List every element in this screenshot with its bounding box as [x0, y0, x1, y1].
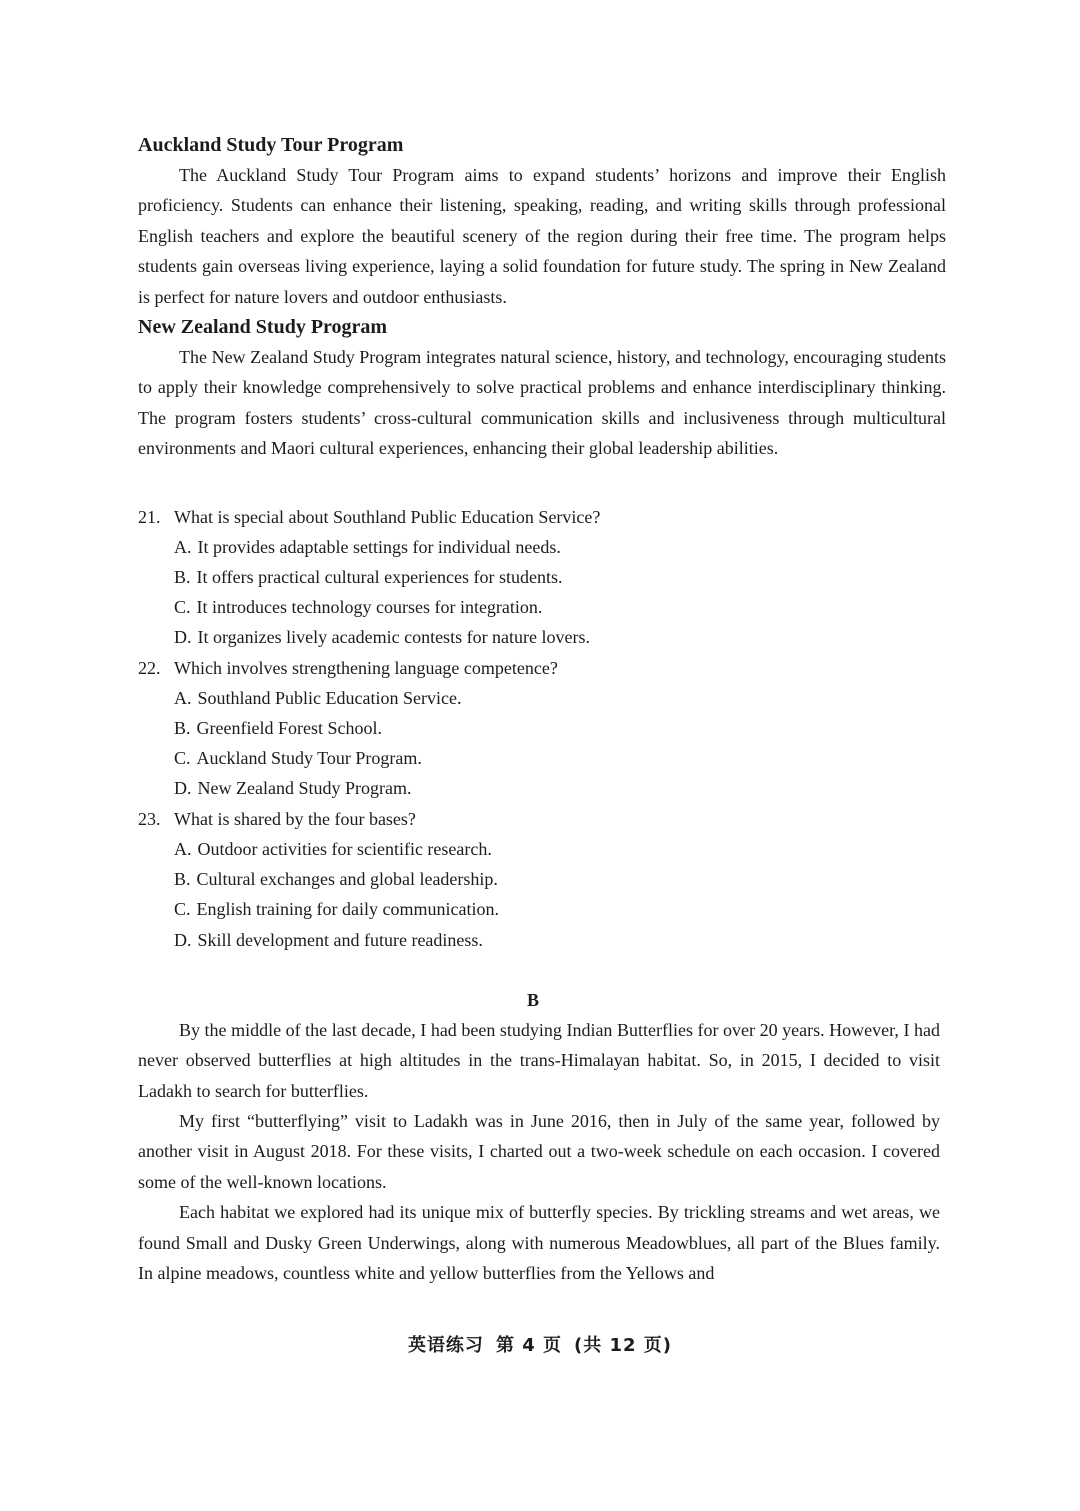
- option-d: [174, 773, 946, 803]
- option-c: [174, 592, 946, 622]
- option-text: Cultural exchanges and global leadership.: [196, 869, 498, 890]
- option-letter: D.: [174, 627, 192, 648]
- passage-b-paragraph-1: By the middle of the last decade, I had been studying Indian Butterflies for over 20 years. However, I had never observed butterflies at high altitudes in the trans-Himalayan habitat. So, in 2015, I decided to visit Ladakh to search for butterflies.: [138, 1019, 940, 1101]
- option-a: [174, 532, 946, 562]
- auckland-title: Auckland Study Tour Program: [138, 134, 404, 156]
- option-d: [174, 925, 946, 955]
- auckland-body: The Auckland Study Tour Program aims to expand students’ horizons and improve their English proficiency. Students can enhance their listening, speaking, reading, and writing skills through professional English teachers and explore the beautiful scenery of the region during their free time. The program helps students gain overseas living experience, laying a solid foundation for future study. The spring in New Zealand is perfect for nature lovers and outdoor enthusiasts.: [138, 165, 946, 307]
- question: [138, 804, 946, 834]
- question-number: 21.: [138, 506, 161, 527]
- question: [138, 653, 946, 683]
- option-text: Auckland Study Tour Program.: [196, 748, 422, 769]
- option-letter: A.: [174, 536, 192, 557]
- exam-page: [138, 130, 946, 1288]
- option-a: [174, 834, 946, 864]
- footer-page-total: (共 12 页): [574, 1335, 673, 1356]
- passage-b-paragraph-2: My first “butterflying” visit to Ladakh was in June 2016, then in July of the same year, followed by another visit in August 2018. For these visits, I charted out a two-week schedule on each occasion. I covered some of the well-known locations.: [138, 1110, 940, 1192]
- option-letter: A.: [174, 838, 192, 859]
- option-text: Southland Public Education Service.: [197, 687, 462, 708]
- option-text: It offers practical cultural experiences for students.: [196, 567, 563, 588]
- question-text: Which involves strengthening language competence?: [174, 657, 558, 678]
- option-text: Outdoor activities for scientific research.: [197, 838, 492, 859]
- option-b: [174, 562, 946, 592]
- footer-page-number: 第 4 页: [495, 1335, 562, 1356]
- page-footer: [0, 1333, 1080, 1359]
- option-c: [174, 743, 946, 773]
- option-b: [174, 864, 946, 894]
- option-text: New Zealand Study Program.: [197, 778, 412, 799]
- question: [138, 502, 946, 532]
- option-letter: B.: [174, 869, 191, 890]
- question-block-23: [138, 804, 946, 955]
- passage-b-paragraph-3: Each habitat we explored had its unique mix of butterfly species. By trickling streams and wet areas, we found Small and Dusky Green Underwings, along with numerous Meadowblues, all part of the Blues family. In alpine meadows, countless white and yellow butterflies from the Yellows and: [138, 1202, 940, 1283]
- question-number: 23.: [138, 808, 161, 829]
- passage-b: [138, 1015, 946, 1289]
- option-text: It introduces technology courses for integration.: [196, 597, 543, 618]
- option-c: [174, 894, 946, 924]
- option-text: English training for daily communication.: [196, 899, 499, 920]
- option-d: [174, 622, 946, 652]
- spacer: [138, 464, 946, 502]
- option-text: It provides adaptable settings for individual needs.: [197, 536, 561, 557]
- question-block-22: [138, 653, 946, 804]
- option-letter: B.: [174, 567, 191, 588]
- option-a: [174, 683, 946, 713]
- option-letter: B.: [174, 718, 191, 739]
- option-b: [174, 713, 946, 743]
- option-text: It organizes lively academic contests for nature lovers.: [197, 627, 591, 648]
- option-letter: C.: [174, 597, 191, 618]
- passage-b-label: B: [526, 989, 539, 1010]
- option-letter: A.: [174, 687, 192, 708]
- question-text: What is shared by the four bases?: [174, 808, 416, 829]
- question-text: What is special about Southland Public Education Service?: [174, 506, 601, 527]
- option-letter: C.: [174, 899, 191, 920]
- new-zealand-title: New Zealand Study Program: [138, 316, 388, 339]
- question-number: 22.: [138, 657, 161, 678]
- option-letter: C.: [174, 748, 191, 769]
- question-block-21: [138, 502, 946, 653]
- option-text: Skill development and future readiness.: [197, 929, 483, 950]
- option-letter: D.: [174, 929, 192, 950]
- option-text: Greenfield Forest School.: [196, 718, 382, 739]
- new-zealand-body: The New Zealand Study Program integrates natural science, history, and technology, encouraging students to apply their knowledge comprehensively to solve practical problems and enhance interdisciplinary thinking. The program fosters students’ cross-cultural communication skills and inclusiveness through multicultural environments and Maori cultural experiences, enhancing their global leadership abilities.: [138, 347, 946, 459]
- footer-subject: 英语练习: [407, 1335, 484, 1356]
- option-letter: D.: [174, 778, 192, 799]
